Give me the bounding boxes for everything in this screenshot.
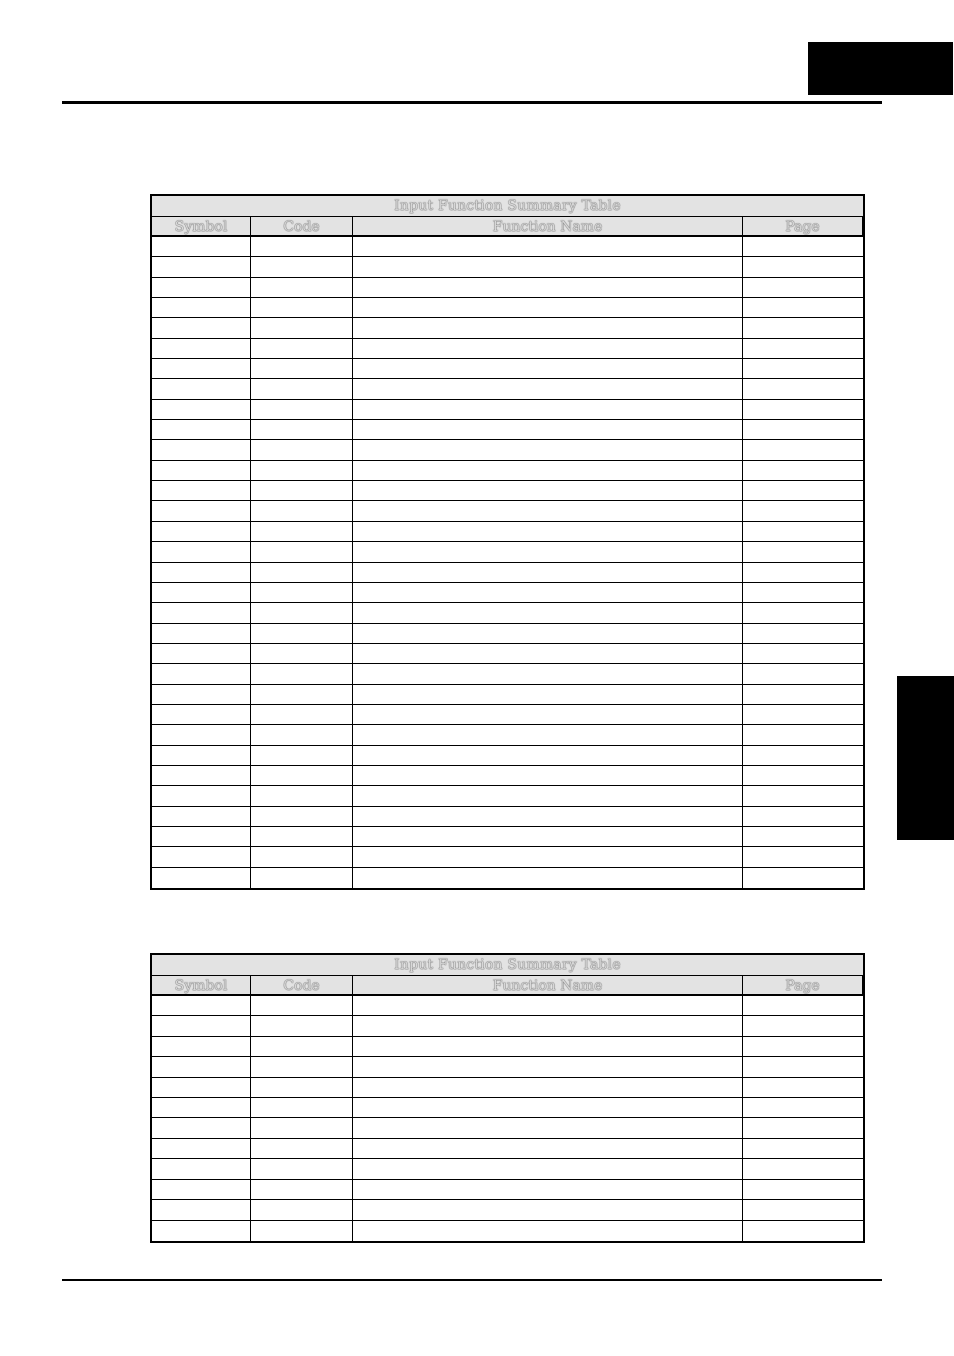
page-cell bbox=[743, 298, 863, 318]
page-cell bbox=[743, 624, 863, 644]
function-name-cell bbox=[353, 603, 743, 623]
function-name-cell bbox=[353, 685, 743, 705]
function-name-cell bbox=[353, 237, 743, 257]
code-cell bbox=[251, 1159, 353, 1179]
header-rule bbox=[62, 101, 882, 104]
symbol-cell bbox=[152, 501, 251, 521]
column-header-symbol: Symbol bbox=[152, 976, 251, 996]
symbol-cell bbox=[152, 359, 251, 379]
symbol-cell bbox=[152, 461, 251, 481]
page-cell bbox=[743, 847, 863, 867]
page-cell bbox=[743, 440, 863, 460]
column-header-code: Code bbox=[251, 217, 353, 237]
symbol-cell bbox=[152, 278, 251, 298]
column-header-page: Page bbox=[743, 976, 863, 996]
symbol-cell bbox=[152, 298, 251, 318]
function-name-cell bbox=[353, 664, 743, 684]
code-cell bbox=[251, 1118, 353, 1138]
code-cell bbox=[251, 583, 353, 603]
function-name-cell bbox=[353, 379, 743, 399]
code-cell bbox=[251, 685, 353, 705]
code-cell bbox=[251, 766, 353, 786]
page-cell bbox=[743, 1016, 863, 1036]
page-cell bbox=[743, 1221, 863, 1241]
symbol-cell bbox=[152, 807, 251, 827]
code-cell bbox=[251, 237, 353, 257]
symbol-cell bbox=[152, 766, 251, 786]
section-side-tab bbox=[897, 676, 954, 840]
function-name-cell bbox=[353, 1139, 743, 1159]
code-cell bbox=[251, 644, 353, 664]
page-cell bbox=[743, 1057, 863, 1077]
page-cell bbox=[743, 644, 863, 664]
column-header-code: Code bbox=[251, 976, 353, 996]
symbol-cell bbox=[152, 664, 251, 684]
symbol-cell bbox=[152, 237, 251, 257]
page-cell bbox=[743, 868, 863, 888]
page-cell bbox=[743, 563, 863, 583]
code-cell bbox=[251, 440, 353, 460]
function-name-cell bbox=[353, 542, 743, 562]
page-cell bbox=[743, 725, 863, 745]
symbol-cell bbox=[152, 420, 251, 440]
code-cell bbox=[251, 1221, 353, 1241]
page-cell bbox=[743, 1200, 863, 1220]
page-cell bbox=[743, 339, 863, 359]
table-title: Input Function Summary Table bbox=[152, 955, 863, 976]
code-cell bbox=[251, 1139, 353, 1159]
function-name-cell bbox=[353, 1159, 743, 1179]
input-function-summary-table-2 bbox=[150, 953, 865, 1243]
function-name-cell bbox=[353, 725, 743, 745]
symbol-cell bbox=[152, 339, 251, 359]
code-cell bbox=[251, 522, 353, 542]
symbol-cell bbox=[152, 379, 251, 399]
code-cell bbox=[251, 746, 353, 766]
page-cell bbox=[743, 318, 863, 338]
function-name-cell bbox=[353, 501, 743, 521]
function-name-cell bbox=[353, 522, 743, 542]
function-name-cell bbox=[353, 481, 743, 501]
code-cell bbox=[251, 461, 353, 481]
function-name-cell bbox=[353, 644, 743, 664]
function-name-cell bbox=[353, 786, 743, 806]
page-cell bbox=[743, 1037, 863, 1057]
symbol-cell bbox=[152, 481, 251, 501]
function-name-cell bbox=[353, 1016, 743, 1036]
symbol-cell bbox=[152, 1139, 251, 1159]
function-name-cell bbox=[353, 461, 743, 481]
function-name-cell bbox=[353, 420, 743, 440]
symbol-cell bbox=[152, 522, 251, 542]
code-cell bbox=[251, 827, 353, 847]
symbol-cell bbox=[152, 1221, 251, 1241]
code-cell bbox=[251, 278, 353, 298]
symbol-cell bbox=[152, 705, 251, 725]
code-cell bbox=[251, 542, 353, 562]
symbol-cell bbox=[152, 1016, 251, 1036]
code-cell bbox=[251, 1078, 353, 1098]
page-cell bbox=[743, 583, 863, 603]
symbol-cell bbox=[152, 257, 251, 277]
function-name-cell bbox=[353, 868, 743, 888]
function-name-cell bbox=[353, 1180, 743, 1200]
code-cell bbox=[251, 318, 353, 338]
function-name-cell bbox=[353, 766, 743, 786]
function-name-cell bbox=[353, 827, 743, 847]
symbol-cell bbox=[152, 1078, 251, 1098]
symbol-cell bbox=[152, 685, 251, 705]
column-header-function-name: Function Name bbox=[353, 217, 743, 237]
code-cell bbox=[251, 705, 353, 725]
symbol-cell bbox=[152, 1057, 251, 1077]
page-cell bbox=[743, 1159, 863, 1179]
function-name-cell bbox=[353, 1098, 743, 1118]
symbol-cell bbox=[152, 542, 251, 562]
page-cell bbox=[743, 766, 863, 786]
code-cell bbox=[251, 1200, 353, 1220]
code-cell bbox=[251, 1016, 353, 1036]
symbol-cell bbox=[152, 847, 251, 867]
code-cell bbox=[251, 563, 353, 583]
page-cell bbox=[743, 1078, 863, 1098]
page-cell bbox=[743, 522, 863, 542]
symbol-cell bbox=[152, 583, 251, 603]
function-name-cell bbox=[353, 1057, 743, 1077]
page-cell bbox=[743, 807, 863, 827]
function-name-cell bbox=[353, 400, 743, 420]
function-name-cell bbox=[353, 996, 743, 1016]
function-name-cell bbox=[353, 807, 743, 827]
chapter-tab bbox=[808, 42, 953, 95]
function-name-cell bbox=[353, 847, 743, 867]
page-cell bbox=[743, 237, 863, 257]
symbol-cell bbox=[152, 318, 251, 338]
symbol-cell bbox=[152, 1180, 251, 1200]
symbol-cell bbox=[152, 827, 251, 847]
function-name-cell bbox=[353, 705, 743, 725]
page-cell bbox=[743, 501, 863, 521]
symbol-cell bbox=[152, 1098, 251, 1118]
code-cell bbox=[251, 359, 353, 379]
function-name-cell bbox=[353, 440, 743, 460]
code-cell bbox=[251, 420, 353, 440]
code-cell bbox=[251, 298, 353, 318]
function-name-cell bbox=[353, 1078, 743, 1098]
symbol-cell bbox=[152, 786, 251, 806]
code-cell bbox=[251, 257, 353, 277]
code-cell bbox=[251, 481, 353, 501]
page-cell bbox=[743, 257, 863, 277]
table-title: Input Function Summary Table bbox=[152, 196, 863, 217]
function-name-cell bbox=[353, 318, 743, 338]
symbol-cell bbox=[152, 644, 251, 664]
symbol-cell bbox=[152, 563, 251, 583]
page-cell bbox=[743, 359, 863, 379]
symbol-cell bbox=[152, 603, 251, 623]
code-cell bbox=[251, 996, 353, 1016]
code-cell bbox=[251, 1037, 353, 1057]
code-cell bbox=[251, 786, 353, 806]
symbol-cell bbox=[152, 400, 251, 420]
function-name-cell bbox=[353, 339, 743, 359]
code-cell bbox=[251, 379, 353, 399]
function-name-cell bbox=[353, 746, 743, 766]
footer-rule bbox=[62, 1279, 882, 1281]
page-cell bbox=[743, 746, 863, 766]
code-cell bbox=[251, 664, 353, 684]
page-cell bbox=[743, 1139, 863, 1159]
function-name-cell bbox=[353, 278, 743, 298]
page-cell bbox=[743, 603, 863, 623]
page-cell bbox=[743, 827, 863, 847]
page-cell bbox=[743, 685, 863, 705]
code-cell bbox=[251, 847, 353, 867]
symbol-cell bbox=[152, 624, 251, 644]
symbol-cell bbox=[152, 1037, 251, 1057]
page-cell bbox=[743, 705, 863, 725]
symbol-cell bbox=[152, 996, 251, 1016]
code-cell bbox=[251, 868, 353, 888]
symbol-cell bbox=[152, 1200, 251, 1220]
function-name-cell bbox=[353, 624, 743, 644]
symbol-cell bbox=[152, 440, 251, 460]
page-cell bbox=[743, 461, 863, 481]
code-cell bbox=[251, 1180, 353, 1200]
column-header-symbol: Symbol bbox=[152, 217, 251, 237]
page-cell bbox=[743, 379, 863, 399]
function-name-cell bbox=[353, 563, 743, 583]
page-cell bbox=[743, 400, 863, 420]
code-cell bbox=[251, 807, 353, 827]
symbol-cell bbox=[152, 746, 251, 766]
function-name-cell bbox=[353, 298, 743, 318]
function-name-cell bbox=[353, 583, 743, 603]
code-cell bbox=[251, 339, 353, 359]
symbol-cell bbox=[152, 1118, 251, 1138]
function-name-cell bbox=[353, 1118, 743, 1138]
page-cell bbox=[743, 1098, 863, 1118]
function-name-cell bbox=[353, 257, 743, 277]
code-cell bbox=[251, 501, 353, 521]
page-cell bbox=[743, 420, 863, 440]
function-name-cell bbox=[353, 1221, 743, 1241]
code-cell bbox=[251, 624, 353, 644]
symbol-cell bbox=[152, 725, 251, 745]
function-name-cell bbox=[353, 1200, 743, 1220]
page-cell bbox=[743, 1118, 863, 1138]
symbol-cell bbox=[152, 1159, 251, 1179]
page-cell bbox=[743, 664, 863, 684]
page-cell bbox=[743, 1180, 863, 1200]
page-cell bbox=[743, 786, 863, 806]
function-name-cell bbox=[353, 359, 743, 379]
page-cell bbox=[743, 996, 863, 1016]
symbol-cell bbox=[152, 868, 251, 888]
page-cell bbox=[743, 481, 863, 501]
code-cell bbox=[251, 603, 353, 623]
page-cell bbox=[743, 278, 863, 298]
column-header-function-name: Function Name bbox=[353, 976, 743, 996]
input-function-summary-table-1 bbox=[150, 194, 865, 890]
column-header-page: Page bbox=[743, 217, 863, 237]
code-cell bbox=[251, 1098, 353, 1118]
page-cell bbox=[743, 542, 863, 562]
code-cell bbox=[251, 400, 353, 420]
code-cell bbox=[251, 725, 353, 745]
function-name-cell bbox=[353, 1037, 743, 1057]
code-cell bbox=[251, 1057, 353, 1077]
